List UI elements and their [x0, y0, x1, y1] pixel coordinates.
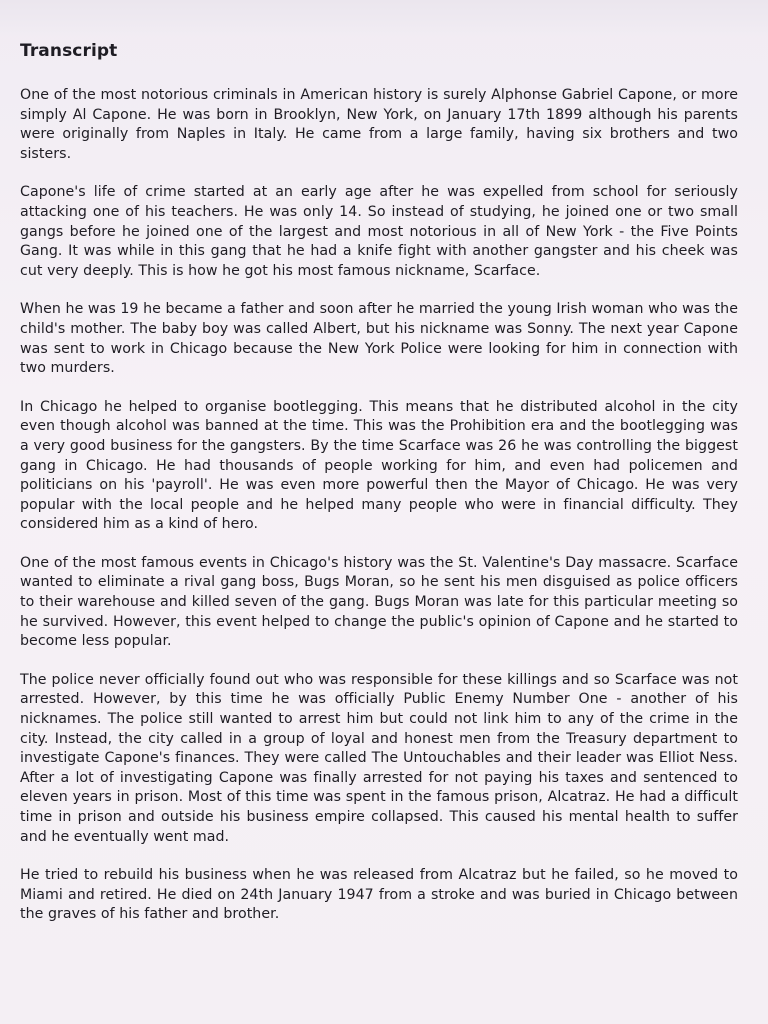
paragraph-1: One of the most notorious criminals in American history is surely Alphonse Gabriel Capone, or more simply Al Capone. He was born in Brooklyn, New York, on January 17th 1899 although his parents were originally from Naples in Italy. He came from a large family, having six brothers and two sisters.: [20, 87, 738, 162]
page-top-shadow: [0, 0, 768, 36]
paragraph-6: The police never officially found out who was responsible for these killings and so Scarface was not arrested. However, by this time he was officially Public Enemy Number One - another of his nicknames. The police still wanted to arrest him but could not link him to any of the crime in the city. Instead, the city called in a group of loyal and honest men from the Treasury department to investigate Capone's finances. They were called The Untouchables and their leader was Elliot Ness. After a lot of investigating Capone was finally arrested for not paying his taxes and sentenced to eleven years in prison. Most of this time was spent in the famous prison, Alcatraz. He had a difficult time in prison and outside his business empire collapsed. This caused his mental health to suffer and he eventually went mad.: [20, 671, 738, 845]
paragraph-7: He tried to rebuild his business when he was released from Alcatraz but he failed, so he moved to Miami and retired. He died on 24th January 1947 from a stroke and was buried in Chicago between the graves of his father and brother.: [20, 867, 738, 923]
paragraph-2: Capone's life of crime started at an early age after he was expelled from school for seriously attacking one of his teachers. He was only 14. So instead of studying, he joined one or two small gangs before he joined one of the largest and most notorious in all of New York - the Five Points Gang. It was while in this gang that he had a knife fight with another gangster and his cheek was cut very deeply. This is how he got his most famous nickname, Scarface.: [20, 184, 738, 279]
paragraph-5: One of the most famous events in Chicago's history was the St. Valentine's Day massacre. Scarface wanted to eliminate a rival gang boss, Bugs Moran, so he sent his men disguised as police officers to their warehouse and killed seven of the gang. Bugs Moran was late for this particular meeting so he survived. However, this event helped to change the public's opinion of Capone and he started to become less popular.: [20, 554, 738, 650]
paragraph-3: When he was 19 he became a father and soon after he married the young Irish woman who was the child's mother. The baby boy was called Albert, but his nickname was Sonny. The next year Capone was sent to work in Chicago because the New York Police were looking for him in connection with two murders.: [20, 301, 738, 377]
document-title: Transcript: [20, 41, 118, 61]
paragraph-4: In Chicago he helped to organise bootlegging. This means that he distributed alcohol in the city even though alcohol was banned at the time. This was the Prohibition era and the bootlegging was a very good business for the gangsters. By the time Scarface was 26 he was controlling the biggest gang in Chicago. He had thousands of people working for him, and even had policemen and politicians on his 'payroll'. He was even more powerful then the Mayor of Chicago. He was very popular with the local people and he helped many people who were in financial difficulty. They considered him as a kind of hero.: [20, 398, 738, 533]
